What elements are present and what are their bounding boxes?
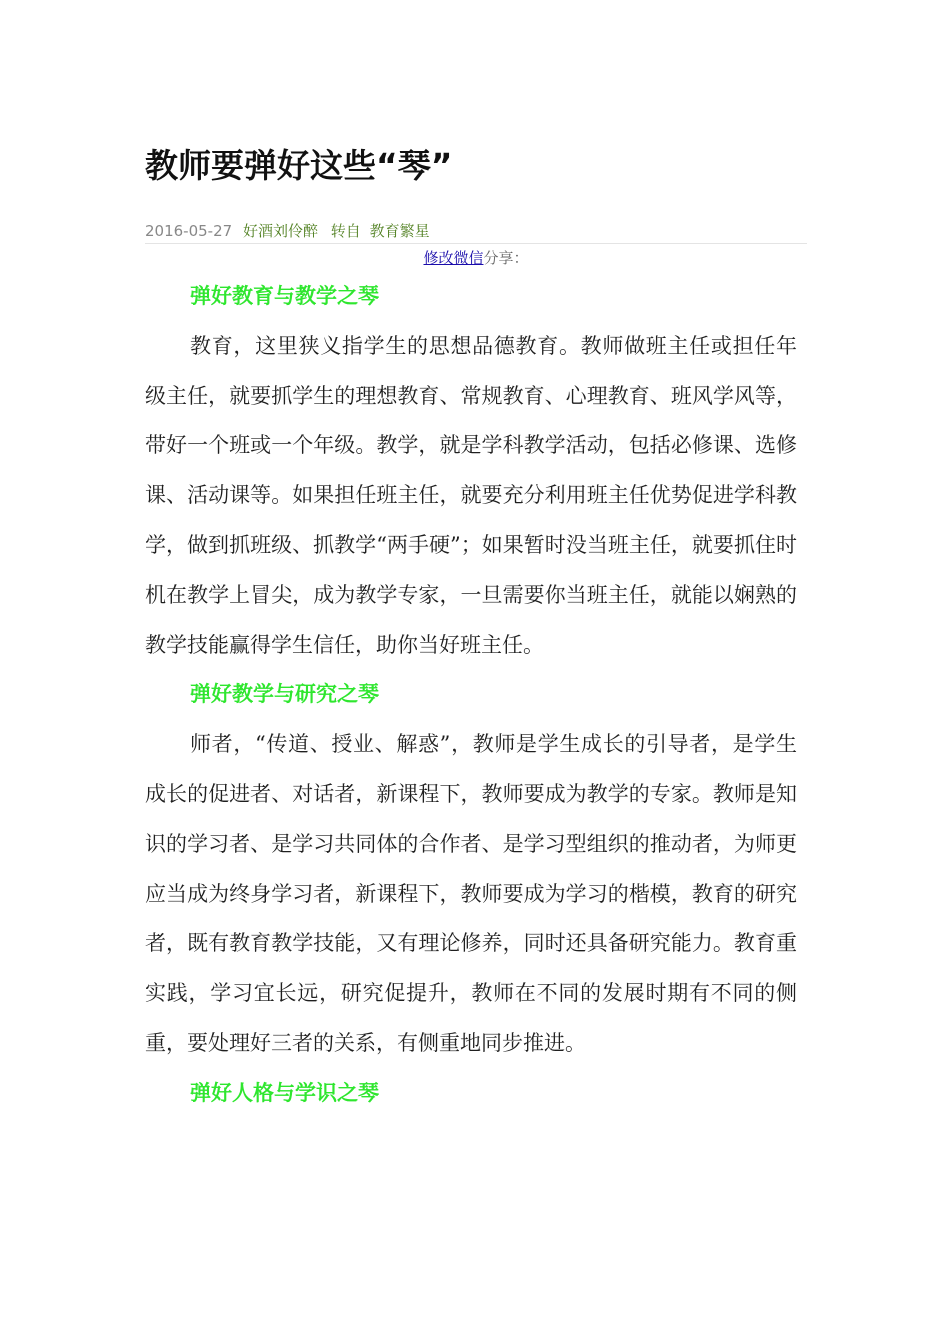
section-heading: 弹好教育与教学之琴: [190, 284, 379, 308]
section-heading: 弹好教学与研究之琴: [190, 682, 379, 707]
share-bar: [145, 247, 807, 269]
article-body: [145, 272, 797, 1119]
section-paragraph: 师者，“传道、授业、解惑”，教师是学生成长的引导者，是学生成长的促进者、对话者，新课程下，教师要成为教学的专家。教师是知识的学习者、是学习共同体的合作者、是学习型组织的推动者，为师更应当成为终身学习者，新课程下，教师要成为学习的楷模，教育的研究者，既有教育教学技能，又有理论修养，同时还具备研究能力。教育重实践，学习宜长远，研究促提升，教师在不同的发展时期有不同的侧重，要处理好三者的关系，有侧重地同步推进。: [145, 732, 797, 1055]
section-paragraph: 教育，这里狭义指学生的思想品德教育。教师做班主任或担任年级主任，就要抓学生的理想教育、常规教育、心理教育、班风学风等，带好一个班或一个年级。教学，就是学科教学活动，包括必修课、选修课、活动课等。如果担任班主任，就要充分利用班主任优势促进学科教学，做到抓班级、抓教学“两手硬”；如果暂时没当班主任，就要抓住时机在教学上冒尖，成为教学专家，一旦需要你当班主任，就能以娴熟的教学技能赢得学生信任，助你当好班主任。: [145, 333, 797, 657]
wechat-share-link[interactable]: 修改微信: [423, 249, 484, 267]
repost-label: 转自: [330, 222, 361, 240]
share-label: 分享：: [483, 249, 529, 267]
source-link[interactable]: 教育繁星: [369, 222, 430, 240]
meta-divider: [145, 243, 807, 244]
publish-date: 2016-05-27: [145, 222, 233, 240]
article-title: 教师要弹好这些“琴”: [145, 146, 453, 185]
section-heading: 弹好人格与学识之琴: [190, 1080, 379, 1105]
article-meta: [145, 220, 807, 242]
author-link[interactable]: 好酒刘伶醉: [242, 222, 318, 240]
